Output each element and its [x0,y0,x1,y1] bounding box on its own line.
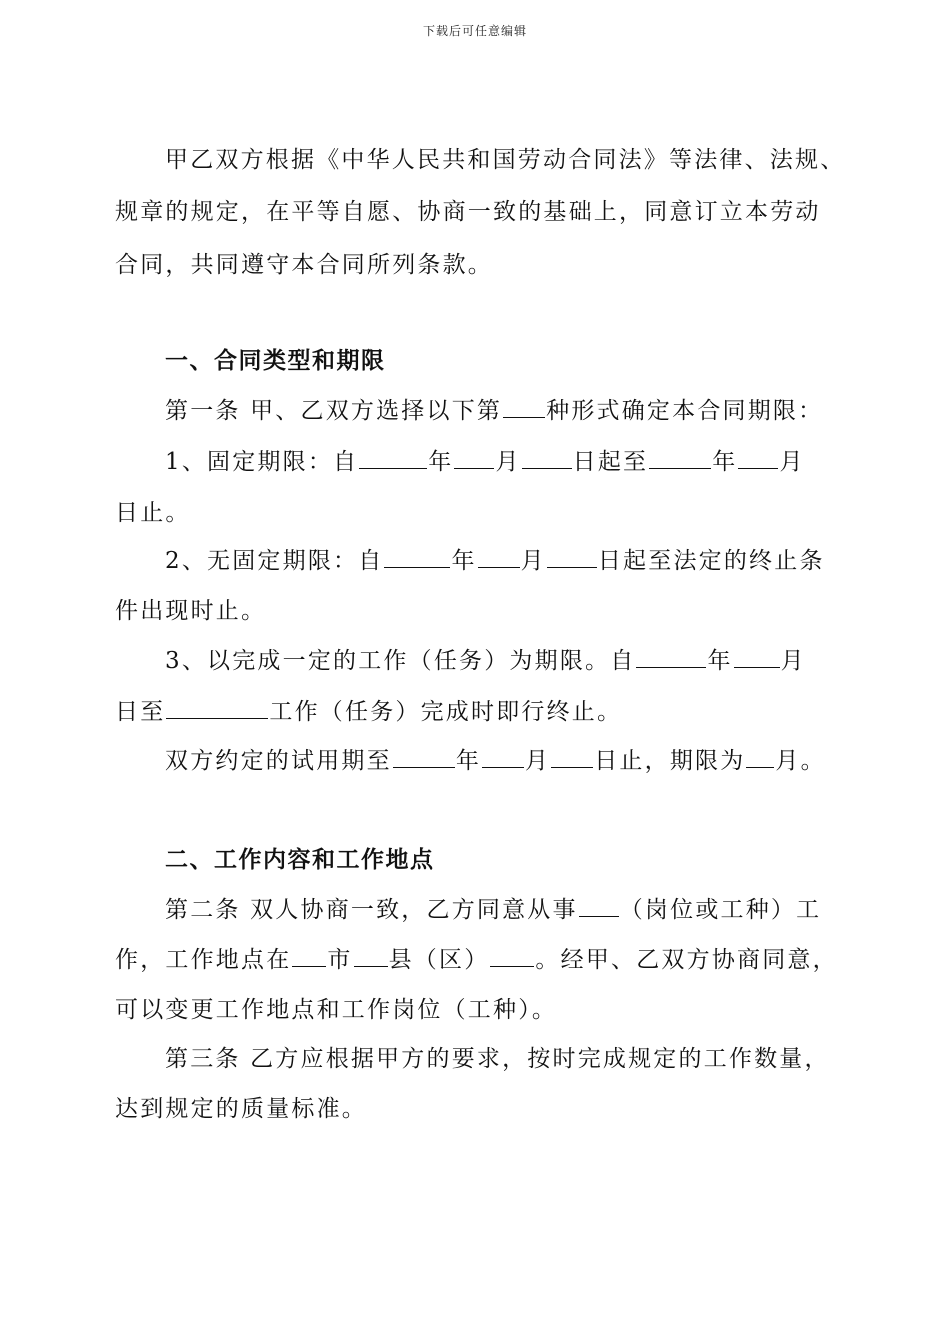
option3-line-1 [165,645,806,677]
probation-text-e: 月。 [775,748,826,774]
article2-line-2 [115,944,838,976]
option2-text-a: 2、无固定期限：自 [165,548,384,574]
option1-line-1 [165,446,805,478]
probation-text-a: 双方约定的试用期至 [165,748,392,774]
probation-year-blank[interactable] [393,745,455,768]
probation-line [165,745,826,777]
option1-text-d: 日起至 [572,449,649,475]
task-name-blank[interactable] [166,696,268,719]
article2-text-line2d: 。经甲、乙双方协商同意， [535,947,838,973]
fixed-end-month-blank[interactable] [738,446,778,469]
option3-text-line2b: 工作（任务）完成时即行终止。 [269,699,623,725]
section2-heading: 二、工作内容和工作地点 [165,847,435,873]
article3-line-2: 达到规定的质量标准。 [115,1096,367,1122]
probation-text-c: 月 [525,748,551,774]
probation-month-blank[interactable] [482,745,524,768]
option1-text-c: 月 [495,449,521,475]
article2-line-1 [165,894,821,926]
option3-text-b: 年 [707,648,733,674]
option2-text-d: 日起至法定的终止条 [597,548,825,574]
article3-line-1: 第三条 乙方应根据甲方的要求，按时完成规定的工作数量， [165,1046,830,1072]
job-position-blank[interactable] [579,894,619,917]
article1-text-a: 第一条 甲、乙双方选择以下第 [165,398,503,424]
probation-day-blank[interactable] [551,745,593,768]
fixed-start-day-blank[interactable] [522,446,572,469]
article1-text-b: 种形式确定本合同期限： [546,398,824,424]
open-start-year-blank[interactable] [384,545,450,568]
option3-text-a: 3、以完成一定的工作（任务）为期限。自 [165,648,636,674]
article2-text-line2b: 市 [327,947,353,973]
task-start-month-blank[interactable] [734,645,780,668]
option1-text-a: 1、固定期限：自 [165,449,359,475]
work-county-blank[interactable] [354,944,388,967]
option3-line-2 [115,696,622,728]
article2-line-3: 可以变更工作地点和工作岗位（工种）。 [115,997,558,1023]
option1-text-b: 年 [428,449,454,475]
probation-text-b: 年 [455,748,482,774]
probation-duration-blank[interactable] [746,745,774,768]
article2-text-line2c: 县（区） [388,947,490,973]
option2-text-b: 年 [451,548,477,574]
work-city-blank[interactable] [292,944,326,967]
option1-text-f: 月 [779,449,805,475]
intro-line-3: 合同，共同遵守本合同所列条款。 [115,252,493,278]
option2-line-1 [165,545,825,577]
option3-text-line2a: 日至 [115,699,166,725]
article1-line [165,395,823,427]
article2-text-b: （岗位或工种）工 [619,897,822,923]
article2-text-a: 第二条 双人协商一致，乙方同意从事 [165,897,578,923]
option1-line-2: 日止。 [115,500,191,526]
option2-line-2: 件出现时止。 [115,598,267,624]
fixed-end-year-blank[interactable] [649,446,711,469]
contract-form-number-blank[interactable] [503,395,545,418]
work-address-blank[interactable] [490,944,534,967]
task-start-year-blank[interactable] [636,645,706,668]
probation-text-d: 日止，期限为 [594,748,746,774]
option3-text-c: 月 [780,648,806,674]
article2-text-line2a: 作，工作地点在 [115,947,292,973]
option2-text-c: 月 [520,548,546,574]
option1-text-e: 年 [712,449,738,475]
intro-line-2: 规章的规定，在平等自愿、协商一致的基础上，同意订立本劳动 [115,199,821,225]
page-header-note: 下载后可任意编辑 [422,24,527,38]
open-start-month-blank[interactable] [478,545,520,568]
fixed-start-year-blank[interactable] [359,446,427,469]
open-start-day-blank[interactable] [547,545,597,568]
intro-line-1: 甲乙双方根据《中华人民共和国劳动合同法》等法律、法规、 [165,147,846,173]
fixed-start-month-blank[interactable] [454,446,494,469]
section1-heading: 一、合同类型和期限 [165,348,386,374]
